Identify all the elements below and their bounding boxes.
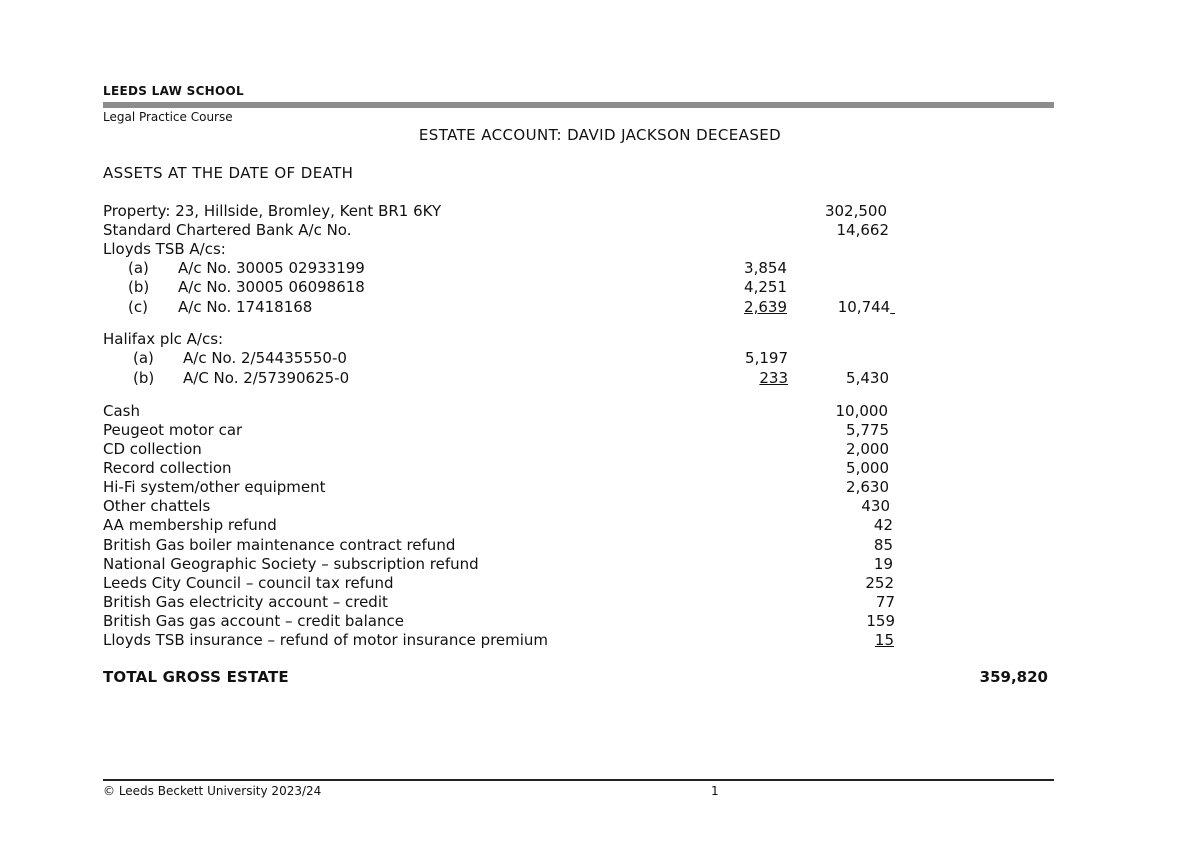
asset-amount: 252 xyxy=(865,574,894,592)
asset-label: British Gas boiler maintenance contract refund xyxy=(103,536,456,554)
footer-copyright: © Leeds Beckett University 2023/24 xyxy=(103,784,322,798)
asset-label: Leeds City Council – council tax refund xyxy=(103,574,394,592)
asset-amount: 159 xyxy=(866,612,895,630)
school-name: LEEDS LAW SCHOOL xyxy=(103,84,244,98)
asset-label: Hi-Fi system/other equipment xyxy=(103,478,326,496)
asset-amount: 5,775 xyxy=(846,421,889,439)
asset-label: British Gas gas account – credit balance xyxy=(103,612,404,630)
asset-label: Lloyds TSB insurance – refund of motor insurance premium xyxy=(103,631,549,649)
account-label: A/C No. 2/57390625-0 xyxy=(183,369,350,387)
account-label: A/c No. 30005 02933199 xyxy=(178,259,365,277)
asset-amount: 19 xyxy=(873,555,893,573)
asset-label: Record collection xyxy=(103,459,232,477)
halifax-account-amount: 5,197 xyxy=(745,349,788,367)
footer-divider xyxy=(103,779,1054,781)
asset-amount: 10,000 xyxy=(835,402,888,420)
page-title: ESTATE ACCOUNT: DAVID JACKSON DECEASED xyxy=(418,126,782,144)
account-letter: (a) xyxy=(128,259,149,277)
account-label: A/c No. 2/54435550-0 xyxy=(183,349,347,367)
lloyds-account-amount: 2,639 xyxy=(744,298,787,316)
halifax-heading: Halifax plc A/cs: xyxy=(103,330,224,348)
lloyds-account-row xyxy=(128,298,312,317)
total-label: TOTAL GROSS ESTATE xyxy=(103,668,289,686)
asset-amount: 2,000 xyxy=(846,440,889,458)
account-letter: (c) xyxy=(128,298,148,316)
account-letter: (a) xyxy=(133,349,154,367)
asset-amount-property: 302,500 xyxy=(824,202,887,220)
asset-label: Other chattels xyxy=(103,497,211,515)
lloyds-account-row xyxy=(128,278,365,297)
header-divider xyxy=(103,102,1054,108)
halifax-account-row xyxy=(133,369,349,388)
lloyds-total-underline xyxy=(890,298,895,316)
asset-label: CD collection xyxy=(103,440,202,458)
account-label: A/c No. 30005 06098618 xyxy=(178,278,365,296)
total-amount: 359,820 xyxy=(979,668,1048,686)
account-label: A/c No. 17418168 xyxy=(178,298,313,316)
asset-amount: 2,630 xyxy=(846,478,889,496)
asset-amount: 42 xyxy=(873,516,893,534)
halifax-account-amount: 233 xyxy=(759,369,788,387)
course-name: Legal Practice Course xyxy=(103,110,233,124)
asset-label: Peugeot motor car xyxy=(103,421,243,439)
asset-label: AA membership refund xyxy=(103,516,277,534)
asset-label: National Geographic Society – subscription refund xyxy=(103,555,479,573)
asset-amount-standard-chartered: 14,662 xyxy=(836,221,889,239)
asset-amount: 77 xyxy=(875,593,895,611)
lloyds-total xyxy=(838,298,895,317)
page-number: 1 xyxy=(711,784,719,798)
asset-label: British Gas electricity account – credit xyxy=(103,593,388,611)
lloyds-account-amount: 4,251 xyxy=(744,278,787,296)
asset-amount: 15 xyxy=(874,631,894,649)
account-letter: (b) xyxy=(133,369,155,387)
lloyds-heading: Lloyds TSB A/cs: xyxy=(103,240,226,258)
lloyds-account-amount: 3,854 xyxy=(744,259,787,277)
asset-amount: 5,000 xyxy=(846,459,889,477)
section-heading: ASSETS AT THE DATE OF DEATH xyxy=(103,164,354,182)
lloyds-total-value: 10,744 xyxy=(837,298,891,316)
asset-label-standard-chartered: Standard Chartered Bank A/c No. xyxy=(103,221,352,239)
asset-label-property: Property: 23, Hillside, Bromley, Kent BR1 6KY xyxy=(103,202,442,220)
halifax-account-row xyxy=(133,349,347,368)
account-letter: (b) xyxy=(128,278,150,296)
halifax-total: 5,430 xyxy=(846,369,889,387)
asset-amount: 430 xyxy=(861,497,890,515)
asset-amount: 85 xyxy=(873,536,893,554)
asset-label: Cash xyxy=(103,402,140,420)
lloyds-account-row xyxy=(128,259,365,278)
